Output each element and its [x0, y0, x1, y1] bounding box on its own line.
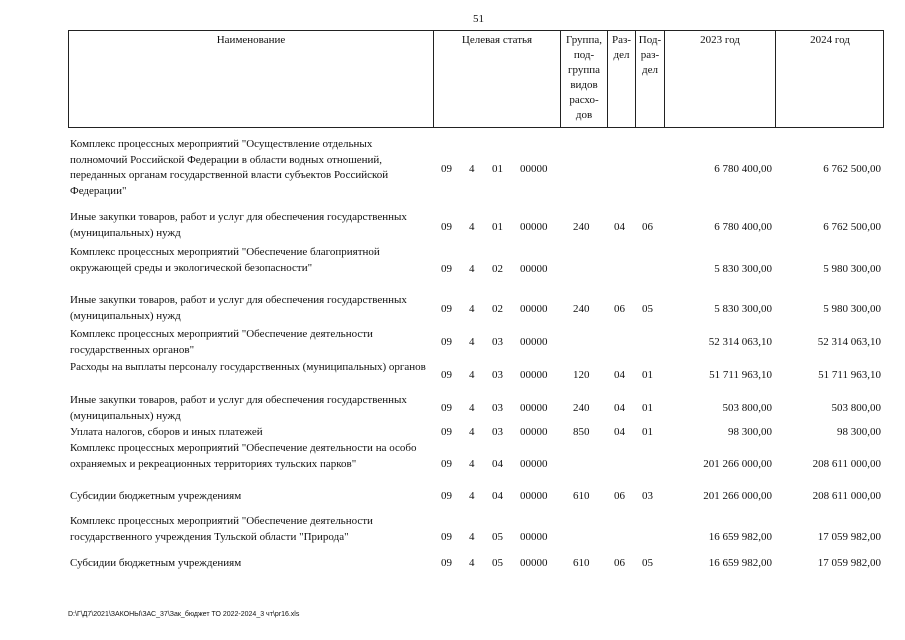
header-2023: 2023 год	[700, 34, 740, 46]
cell-c2: 4	[469, 369, 475, 381]
cell-c2: 4	[469, 336, 475, 348]
row-name: Комплекс процессных мероприятий "Обеспечение деятельности на особо охраняемых и рекреационных территориях тульских парков"	[70, 442, 417, 470]
cell-v2024: 5 980 300,00	[823, 303, 881, 315]
cell-c3: 03	[492, 369, 503, 381]
cell-c3: 02	[492, 263, 503, 275]
cell-c6: 04	[614, 426, 625, 438]
cell-v2023: 16 659 982,00	[708, 557, 772, 569]
cell-v2023: 5 830 300,00	[714, 303, 772, 315]
cell-c1: 09	[441, 557, 452, 569]
cell-v2023: 6 780 400,00	[714, 221, 772, 233]
cell-c6: 06	[614, 557, 625, 569]
cell-c2: 4	[469, 531, 475, 543]
cell-c1: 09	[441, 336, 452, 348]
cell-c2: 4	[469, 490, 475, 502]
header-2024: 2024 год	[810, 34, 850, 46]
cell-c3: 03	[492, 336, 503, 348]
cell-c2: 4	[469, 221, 475, 233]
cell-c7: 06	[642, 221, 653, 233]
cell-v2023: 52 314 063,10	[708, 336, 772, 348]
cell-v2024: 17 059 982,00	[817, 531, 881, 543]
cell-c4: 00000	[520, 557, 548, 569]
cell-c7: 01	[642, 402, 653, 414]
cell-c1: 09	[441, 369, 452, 381]
cell-c5: 120	[573, 369, 590, 381]
cell-v2023: 201 266 000,00	[703, 490, 772, 502]
cell-v2024: 503 800,00	[831, 402, 881, 414]
cell-c3: 04	[492, 490, 503, 502]
cell-v2023: 5 830 300,00	[714, 263, 772, 275]
cell-c4: 00000	[520, 303, 548, 315]
cell-c2: 4	[469, 263, 475, 275]
cell-c7: 05	[642, 557, 653, 569]
cell-c3: 02	[492, 303, 503, 315]
cell-c5: 610	[573, 490, 590, 502]
cell-c1: 09	[441, 458, 452, 470]
row-name: Уплата налогов, сборов и иных платежей	[70, 426, 263, 438]
cell-c2: 4	[469, 557, 475, 569]
cell-v2023: 6 780 400,00	[714, 163, 772, 175]
cell-c5: 240	[573, 303, 590, 315]
cell-c7: 01	[642, 369, 653, 381]
row-name: Комплекс процессных мероприятий "Обеспечение деятельности государственного учреждения Тульской области "Природа"	[70, 515, 373, 543]
cell-c2: 4	[469, 426, 475, 438]
header-section: Раз- дел	[611, 34, 631, 61]
cell-c3: 03	[492, 426, 503, 438]
cell-c1: 09	[441, 402, 452, 414]
cell-v2024: 52 314 063,10	[817, 336, 881, 348]
cell-c3: 05	[492, 531, 503, 543]
cell-v2024: 6 762 500,00	[823, 163, 881, 175]
cell-c1: 09	[441, 163, 452, 175]
cell-c4: 00000	[520, 490, 548, 502]
header-group: Группа, под- группа видов расхо- дов	[566, 34, 602, 121]
cell-c6: 04	[614, 369, 625, 381]
cell-c6: 04	[614, 221, 625, 233]
cell-c4: 00000	[520, 369, 548, 381]
cell-v2024: 51 711 963,10	[818, 369, 881, 381]
cell-c6: 06	[614, 490, 625, 502]
cell-c6: 04	[614, 402, 625, 414]
header-name: Наименование	[216, 34, 286, 46]
cell-v2023: 201 266 000,00	[703, 458, 772, 470]
cell-c7: 03	[642, 490, 653, 502]
cell-c1: 09	[441, 221, 452, 233]
row-name: Комплекс процессных мероприятий "Осуществление отдельных полномочий Российской Федерации в области водных отношений, переданных органам государственной власти субъектов Российской Федерации"	[70, 138, 389, 197]
cell-c5: 850	[573, 426, 590, 438]
cell-c4: 00000	[520, 426, 548, 438]
row-name: Комплекс процессных мероприятий "Обеспечение благоприятной окружающей среды и экологической безопасности"	[70, 246, 380, 274]
cell-v2024: 6 762 500,00	[823, 221, 881, 233]
row-name: Комплекс процессных мероприятий "Обеспечение деятельности государственных органов"	[70, 328, 373, 356]
cell-c2: 4	[469, 163, 475, 175]
header-target: Целевая статья	[461, 34, 533, 46]
cell-c4: 00000	[520, 402, 548, 414]
cell-v2024: 98 300,00	[837, 426, 881, 438]
page-number: 51	[473, 13, 484, 25]
cell-c5: 240	[573, 402, 590, 414]
cell-c3: 01	[492, 221, 503, 233]
row-name: Иные закупки товаров, работ и услуг для обеспечения государственных (муниципальных) нужд	[70, 211, 407, 239]
cell-v2024: 208 611 000,00	[812, 458, 881, 470]
cell-c1: 09	[441, 490, 452, 502]
cell-v2023: 98 300,00	[728, 426, 772, 438]
cell-c7: 05	[642, 303, 653, 315]
cell-v2023: 16 659 982,00	[708, 531, 772, 543]
cell-c4: 00000	[520, 163, 548, 175]
cell-c4: 00000	[520, 336, 548, 348]
row-name: Расходы на выплаты персоналу государственных (муниципальных) органов	[70, 361, 426, 373]
cell-c1: 09	[441, 426, 452, 438]
cell-c5: 610	[573, 557, 590, 569]
cell-c1: 09	[441, 303, 452, 315]
cell-c3: 04	[492, 458, 503, 470]
cell-c4: 00000	[520, 221, 548, 233]
cell-c4: 00000	[520, 458, 548, 470]
cell-c6: 06	[614, 303, 625, 315]
cell-c3: 01	[492, 163, 503, 175]
cell-c2: 4	[469, 303, 475, 315]
cell-c3: 05	[492, 557, 503, 569]
row-name: Субсидии бюджетным учреждениям	[70, 557, 242, 569]
cell-v2023: 503 800,00	[722, 402, 772, 414]
row-name: Субсидии бюджетным учреждениям	[70, 490, 242, 502]
cell-c7: 01	[642, 426, 653, 438]
cell-c4: 00000	[520, 263, 548, 275]
cell-v2024: 5 980 300,00	[823, 263, 881, 275]
cell-c5: 240	[573, 221, 590, 233]
cell-c4: 00000	[520, 531, 548, 543]
cell-v2024: 17 059 982,00	[817, 557, 881, 569]
cell-c1: 09	[441, 531, 452, 543]
cell-c2: 4	[469, 402, 475, 414]
row-name: Иные закупки товаров, работ и услуг для обеспечения государственных (муниципальных) нужд	[70, 394, 407, 422]
cell-c1: 09	[441, 263, 452, 275]
cell-v2024: 208 611 000,00	[812, 490, 881, 502]
cell-c3: 03	[492, 402, 503, 414]
cell-v2023: 51 711 963,10	[709, 369, 772, 381]
cell-c2: 4	[469, 458, 475, 470]
file-path-footer: D:\Г\Д7\2021\ЗАКОНЫ\ЗАС_37\Зак_бюджет ТО 2022-2024_3 чт\pr16.xls	[68, 611, 300, 618]
header-subsection: Под- раз- дел	[638, 34, 662, 76]
row-name: Иные закупки товаров, работ и услуг для обеспечения государственных (муниципальных) нужд	[70, 294, 407, 322]
